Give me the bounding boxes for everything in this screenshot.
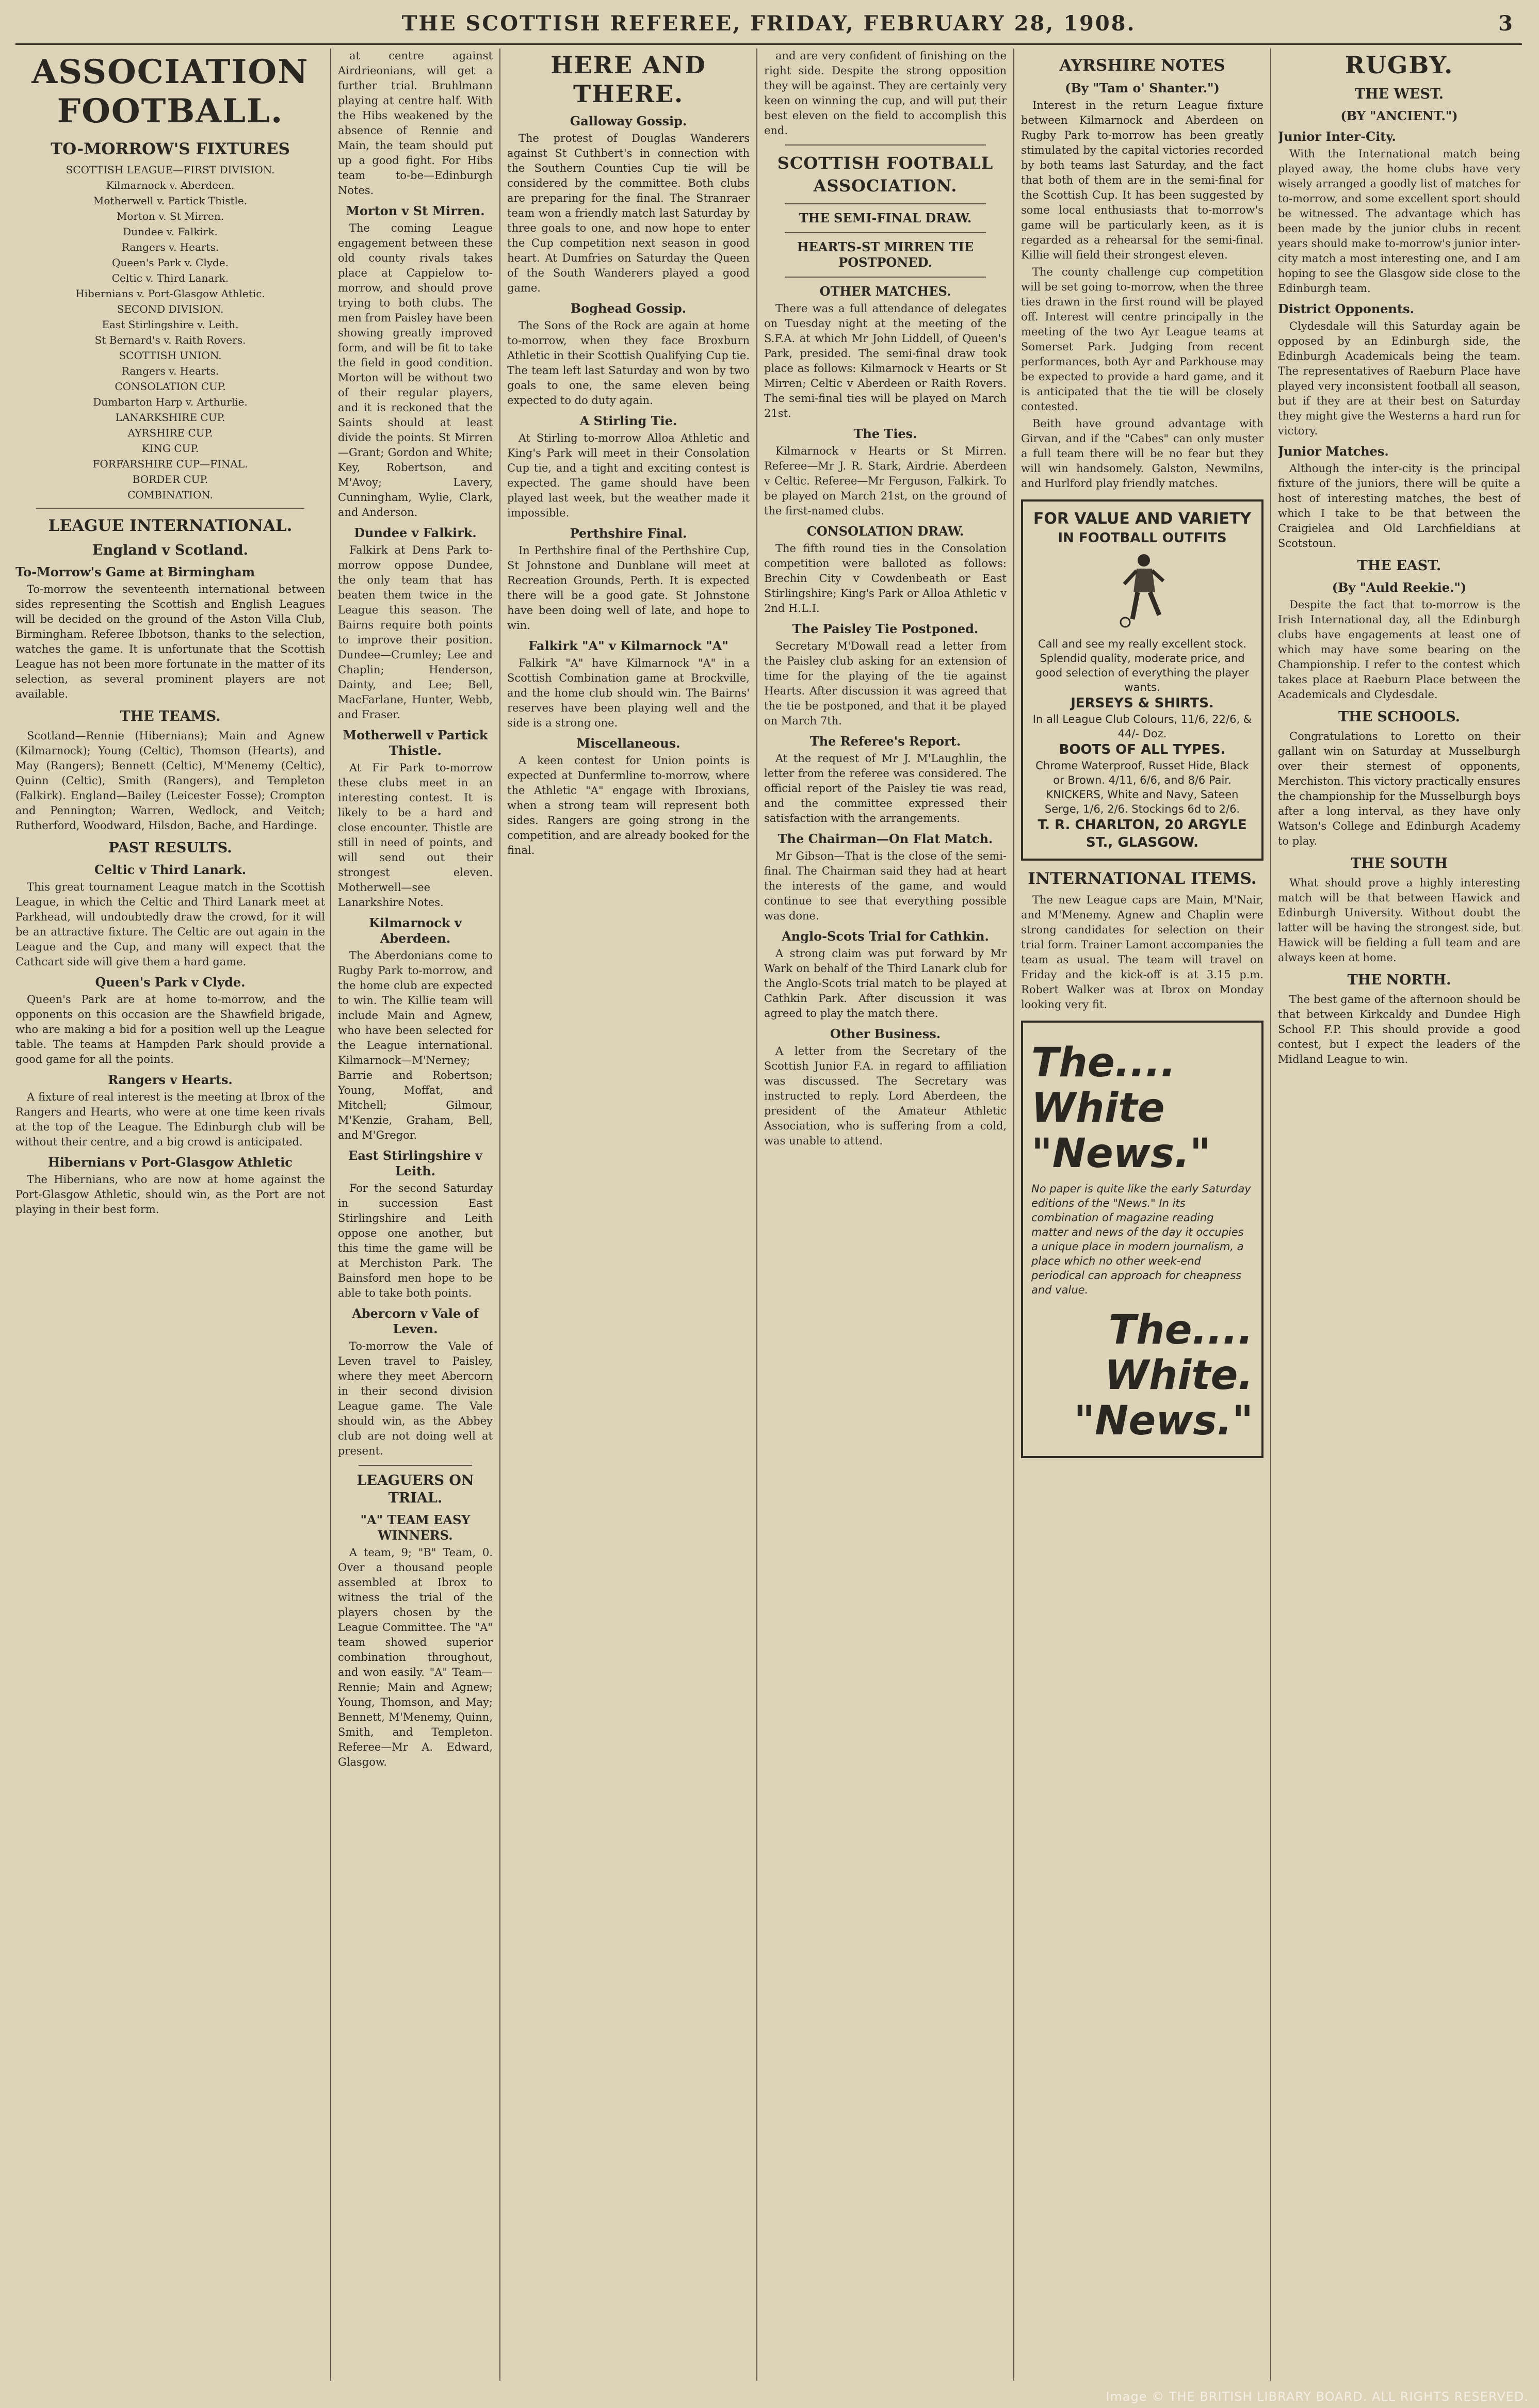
abercorn-heading: Abercorn v Vale of Leven. xyxy=(352,1306,479,1336)
postponed-heading: HEARTS-ST MIRREN TIE POSTPONED. xyxy=(797,239,974,270)
chairman-text: Mr Gibson—That is the close of the semi-final. The Chairman said they had at heart the interests of the game, and would continue to see that everything possible was done. xyxy=(764,850,1007,922)
south-heading: THE SOUTH xyxy=(1351,855,1448,871)
morton-heading: Morton v St Mirren. xyxy=(346,203,485,218)
kilmarnock-heading: Kilmarnock v Aberdeen. xyxy=(369,915,462,946)
column-rule xyxy=(1270,49,1271,2381)
here-and-there-heading: HERE AND THERE. xyxy=(550,51,706,108)
fixture-line: Hibernians v. Port-Glasgow Athletic. xyxy=(75,287,265,300)
motherwell-text: At Fir Park to-morrow these clubs meet in an interesting contest. It is likely to be a hard and close encounter. Thistle are still in need of points, and will send out their strongest eleven. Motherwell—see Lanarkshire Notes. xyxy=(338,762,493,909)
divider xyxy=(785,232,986,233)
schools-heading: THE SCHOOLS. xyxy=(1338,709,1461,725)
ayrshire-text: Interest in the return League fixture between Kilmarnock and Aberdeen on Rugby Park to-morrow has been greatly stimulated by the capital victories recorded by both teams last Saturday, and the fact that both of them are in the semi-final for the Scottish Cup. It has been suggested by some local enthusiasts that to-morrow's game will be particularly keen, as it is regarded as a rehearsal for the semi-final. Killie will field their strongest eleven. xyxy=(1021,99,1263,261)
east-stirlingshire-text: For the second Saturday in succession East Stirlingshire and Leith oppose one another, but this time the game will be at Merchiston Park. The Bainsford men hope to be able to take both points. xyxy=(338,1182,493,1299)
consolation-text: The fifth round ties in the Consolation competition were balloted as follows: Brechin City v Cowdenbeath or East Stirlingshire; King's Park or Alloa Athletic v 2nd H.L.I. xyxy=(764,542,1007,615)
column-rule xyxy=(1013,49,1014,2381)
north-text: The best game of the afternoon should be that between Kirkcaldy and Dundee High School F.P. This should provide a good contest, but I expect the leaders of the Midland League to win. xyxy=(1278,993,1520,1065)
fixture-line: Kilmarnock v. Aberdeen. xyxy=(106,179,235,191)
white-news-title-repeat: The.... White. "News." xyxy=(1074,1307,1253,1444)
referee-report-heading: The Referee's Report. xyxy=(809,734,961,749)
motherwell-heading: Motherwell v Partick Thistle. xyxy=(343,728,488,758)
fixture-line: Celtic v. Third Lanark. xyxy=(111,272,229,284)
east-text: Despite the fact that to-morrow is the Irish International day, all the Edinburgh clubs have engagements at least one of which may have some bearing on the Championship. I refer to the contest which takes place at Raeburn Place between the Academicals and Clydesdale. xyxy=(1278,599,1520,701)
other-business-heading: Other Business. xyxy=(830,1026,941,1041)
galloway-heading: Galloway Gossip. xyxy=(570,114,687,128)
fixture-line: CONSOLATION CUP. xyxy=(115,380,226,393)
ties-heading: The Ties. xyxy=(853,426,917,441)
referee-report-text: At the request of Mr J. M'Laughlin, the letter from the referee was considered. The official report of the Paisley tie was read, and the committee expressed their satisfaction with the arrangements. xyxy=(764,752,1007,825)
beith-text: Beith have ground advantage with Girvan, and if the "Cabes" can only muster a full team there will be no fear but they will win handsomely. Galston, Newmilns, and Hurlford play friendly matches. xyxy=(1021,417,1263,490)
perthshire-heading: Perthshire Final. xyxy=(570,526,687,541)
divider xyxy=(359,1465,472,1466)
column-here-and-there xyxy=(507,49,750,2386)
birmingham-heading: To-Morrow's Game at Birmingham xyxy=(15,564,255,579)
ad-text: KNICKERS, White and Navy, Sateen Serge, 1/6, 2/6. Stockings 6d to 2/6. xyxy=(1044,788,1240,815)
south-text: What should prove a highly interesting match will be that between Hawick and Edinburgh University. Without doubt the latter will be having the strongest side, but Hawick will be fielding a full team and are always keen at home. xyxy=(1278,877,1520,964)
other-business-text: A letter from the Secretary of the Scottish Junior F.A. in regard to affiliation was discussed. The Secretary was instructed to reply. Lord Aberdeen, the president of the Amateur Athletic Association, who is suffering from a cold, was unable to attend. xyxy=(764,1045,1007,1147)
divider xyxy=(36,508,304,509)
fixtures-heading: TO-MORROW'S FIXTURES xyxy=(51,140,290,158)
fixture-line: Rangers v. Hearts. xyxy=(121,365,219,377)
divider xyxy=(785,144,986,146)
east-heading: THE EAST. xyxy=(1357,558,1441,574)
dundee-text: Falkirk at Dens Park to-morrow oppose Dundee, the only team that has beaten them twice in the League this season. The Bairns require both points to improve their position. Dundee—Crumley; Lee and Chaplin; Henderson, Dainty, and Lee; Bell, MacFarlane, Hunter, Webb, and Fraser. xyxy=(338,544,493,721)
queens-park-heading: Queen's Park v Clyde. xyxy=(95,975,246,990)
schools-text: Congratulations to Loretto on their gallant win on Saturday at Musselburgh over their sternest of opponents, Merchiston. This victory practically ensures the championship for the Musselburgh boys after a long interval, as they have only Watson's College and Edinburgh Academy to play. xyxy=(1278,730,1520,847)
semi-final-draw-heading: THE SEMI-FINAL DRAW. xyxy=(799,211,972,225)
miscellaneous-text: A keen contest for Union points is expected at Dunfermline to-morrow, where the Athletic "A" engage with Ibroxians, when a strong team will represent both sides. Rangers are going strong in the competition, and are already booked for the final. xyxy=(507,754,750,856)
masthead-title: THE SCOTTISH REFEREE, FRIDAY, FEBRUARY 28, 1908. xyxy=(401,11,1136,36)
district-heading: District Opponents. xyxy=(1278,301,1414,316)
white-news-ad xyxy=(1021,1021,1263,1458)
dundee-heading: Dundee v Falkirk. xyxy=(354,525,477,540)
leaguers-subheading: "A" TEAM EASY WINNERS. xyxy=(360,1512,471,1543)
queens-park-text: Queen's Park are at home to-morrow, and the opponents on this occasion are the Shawfield brigade, who are making a bid for a position well up the League table. The teams at Hampden Park should provide a good game for all the points. xyxy=(15,993,325,1065)
ayrshire-byline: (By "Tam o' Shanter.") xyxy=(1065,80,1220,95)
celtic-text: This great tournament League match in the Scottish League, in which the Celtic and Third Lanark meet at Parkhead, will undoubtedly draw the crowd, for it will be an attractive fixture. The Celtic are out again in the League and the Cup, and many will expect that the Cathcart side will give them a hard game. xyxy=(15,881,325,968)
east-stirlingshire-heading: East Stirlingshire v Leith. xyxy=(348,1148,482,1178)
sfa-notice-heading: SCOTTISH FOOTBALL ASSOCIATION. xyxy=(777,153,994,196)
north-heading: THE NORTH. xyxy=(1347,972,1451,988)
column-sfa xyxy=(764,49,1007,2386)
fixture-line: KING CUP. xyxy=(141,442,199,455)
west-byline: (BY "ANCIENT.") xyxy=(1340,108,1458,123)
column-association-football xyxy=(15,49,325,2386)
chairman-heading: The Chairman—On Flat Match. xyxy=(777,831,993,846)
morton-text: The coming League engagement between these old county rivals takes place at Cappielow to-morrow, and should prove trying to both clubs. The men from Paisley have been showing greatly improved form, and will be fit to take the field in good condition. Morton will be without two of their regular players, and it is reckoned that the Saints should at least divide the points. St Mirren—Grant; Gordon and White; Key, Robertson, and M'Avoy; Lavery, Cunningham, Wylie, Clark, and Anderson. xyxy=(338,222,493,519)
falkirk-text: Falkirk "A" have Kilmarnock "A" in a Scottish Combination game at Brockville, and the home club should win. The Bairns' reserves have been playing well and the side is a strong one. xyxy=(507,657,750,729)
football-outfits-ad xyxy=(1021,499,1263,861)
white-news-note: No paper is quite like the early Saturday editions of the "News." In its combination of magazine reading matter and news of the day it occupies a unique place in modern journalism, a place which no other week-end periodical can approach for cheapness and value. xyxy=(1031,1183,1251,1296)
fixtures-list xyxy=(15,163,325,502)
fixture-line: AYRSHIRE CUP. xyxy=(127,427,213,439)
fixture-line: SCOTTISH UNION. xyxy=(119,349,222,362)
kilmarnock-text: The Aberdonians come to Rugby Park to-morrow, and the home club are expected to win. The Killie team will include Main and Agnew, who have been selected for the League international. Kilmarnock—M'Nerney; Barrie and Robertson; Young, Moffat, and Mitchell; Gilmour, M'Kenzie, Graham, Bell, and M'Gregor. xyxy=(338,949,493,1141)
paisley-tie-text: Secretary M'Dowall read a letter from the Paisley club asking for an extension of time for the playing of the tie against Hearts. After discussion it was agreed that the tie be postponed, and that it be played on March 7th. xyxy=(764,640,1007,727)
ad-heading: FOR VALUE AND VARIETY xyxy=(1033,510,1252,528)
boghead-text: The Sons of the Rock are again at home to-morrow, when they face Broxburn Athletic in their Scottish Qualifying Cup tie. The team left last Saturday and won by two goals to one, the same eleven being expected to do duty again. xyxy=(507,319,750,407)
international-items-text: The new League caps are Main, M'Nair, and M'Menemy. Agnew and Chaplin were strong candidates for selection on their trial form. Trainer Lamont accompanies the team as usual. The team will travel on Friday and the kick-off is at 3.15 p.m. Robert Walker was at Ibrox on Monday looking very fit. xyxy=(1021,894,1263,1011)
east-byline: (By "Auld Reekie.") xyxy=(1332,580,1467,595)
page-number: 3 xyxy=(1498,11,1513,36)
masthead xyxy=(15,7,1522,45)
junior-inter-city-heading: Junior Inter-City. xyxy=(1278,129,1396,144)
fixture-line: East Stirlingshire v. Leith. xyxy=(102,318,239,331)
ad-address: T. R. CHARLTON, 20 ARGYLE ST., GLASGOW. xyxy=(1038,817,1247,850)
fixture-line: Motherwell v. Partick Thistle. xyxy=(93,195,248,207)
falkirk-heading: Falkirk "A" v Kilmarnock "A" xyxy=(528,638,728,653)
fixture-line: Queen's Park v. Clyde. xyxy=(111,256,229,269)
cathkin-heading: Anglo-Scots Trial for Cathkin. xyxy=(782,929,989,944)
league-international-heading: LEAGUE INTERNATIONAL. xyxy=(48,516,293,535)
rangers-heading: Rangers v Hearts. xyxy=(108,1072,233,1087)
teams-heading: THE TEAMS. xyxy=(120,708,221,724)
league-international-subheading: England v Scotland. xyxy=(92,542,248,558)
perthshire-text: In Perthshire final of the Perthshire Cup, St Johnstone and Dunblane will meet at Recreation Grounds, Perth. It is expected there will be a good gate. St Johnstone have been doing well of late, and hope to win. xyxy=(507,544,750,632)
cathkin-text: A strong claim was put forward by Mr Wark on behalf of the Third Lanark club for the Anglo-Scots trial match to be played at Cathkin Park. After discussion it was agreed to play the match there. xyxy=(764,947,1007,1020)
column-ayrshire xyxy=(1021,49,1263,2386)
ties-text: Kilmarnock v Hearts or St Mirren. Referee—Mr J. R. Stark, Airdrie. Aberdeen v Celtic. Referee—Mr Ferguson, Falkirk. To be played on March 21st, on the ground of the first-named clubs. xyxy=(764,445,1007,517)
divider xyxy=(785,277,986,278)
hibernians-heading: Hibernians v Port-Glasgow Athletic xyxy=(48,1155,293,1170)
teams-text: Scotland—Rennie (Hibernians); Main and Agnew (Kilmarnock); Young (Celtic), Thomson (Hearts), and May (Rangers); Bennett (Celtic), M'Menemy (Celtic), Quinn (Celtic), Smith (Rangers), and Templeton (Falkirk). England—Bailey (Leicester Fosse); Crompton and Pennington; Warren, Wedlock, and Veitch; Rutherford, Woodward, Hilsdon, Bache, and Hardinge. xyxy=(15,730,325,832)
column-football-continued xyxy=(338,49,493,2386)
galloway-text: The protest of Douglas Wanderers against St Cuthbert's in connection with the Southern Counties Cup tie will be considered by the committee. Both clubs are preparing for the final. The Stranraer team won a friendly match last Saturday by three goals to one, and now hope to enter the Cup competition next season in good heart. At Dumfries on Saturday the Queen of the South Wanderers played a good game. xyxy=(507,132,750,294)
district-text: Clydesdale will this Saturday again be opposed by an Edinburgh side, the Edinburgh Academicals being the team. The representatives of Raeburn Place have played very inconsistent football all season, but if they are at their best on Saturday they might give the Westerns a hard run for victory. xyxy=(1278,320,1520,437)
fixture-line: BORDER CUP. xyxy=(132,473,208,486)
leaguers-text: A team, 9; "B" Team, 0. Over a thousand people assembled at Ibrox to witness the trial of the players chosen by the League Committee. The "A" team showed superior combination throughout, and won easily. "A" Team—Rennie; Main and Agnew; Young, Thomson, and May; Bennett, M'Menemy, Quinn, Smith, and Templeton. Referee—Mr A. Edward, Glasgow. xyxy=(338,1546,493,1768)
footballer-illustration-icon xyxy=(1114,551,1171,628)
paisley-tie-heading: The Paisley Tie Postponed. xyxy=(792,621,979,636)
past-results-heading: PAST RESULTS. xyxy=(108,840,232,856)
column-intro-text: and are very confident of finishing on the right side. Despite the strong opposition they will be against. They are certainly very keen on winning the cup, and will put their best eleven on the field to accomplish this end. xyxy=(764,50,1007,137)
west-heading: THE WEST. xyxy=(1355,86,1444,102)
celtic-heading: Celtic v Third Lanark. xyxy=(94,862,247,877)
miscellaneous-heading: Miscellaneous. xyxy=(576,736,681,751)
boghead-heading: Boghead Gossip. xyxy=(570,301,687,316)
divider xyxy=(785,203,986,204)
stirling-text: At Stirling to-morrow Alloa Athletic and King's Park will meet in their Consolation Cup tie, and a tight and exciting contest is expected. The game should have been played last week, but the weather made it impossible. xyxy=(507,432,750,519)
rugby-heading: RUGBY. xyxy=(1344,51,1454,79)
junior-matches-text: Although the inter-city is the principal fixture of the juniors, there will be quite a host of interesting matches, the best of which I take to be that between the Craigielea and Old Larchfieldians at Scotstoun. xyxy=(1278,462,1520,550)
county-cup-text: The county challenge cup competition will be set going to-morrow, when the three ties drawn in the first round will be played off. Interest will centre principally in the meeting of the two Ayr League teams at Somerset Park. Judging from recent performances, both Ayr and Parkhouse may be expected to provide a hard game, and it is anticipated that the tie will be closely contested. xyxy=(1021,266,1263,413)
ad-subheading: IN FOOTBALL OUTFITS xyxy=(1058,530,1227,546)
ad-jerseys: JERSEYS & SHIRTS. xyxy=(1071,696,1214,711)
hibernians-text: The Hibernians, who are now at home against the Port-Glasgow Athletic, should win, as the Port are not playing in their best form. xyxy=(15,1173,325,1216)
fixture-line: SCOTTISH LEAGUE—FIRST DIVISION. xyxy=(66,164,275,176)
white-news-title: The.... White "News." xyxy=(1031,1040,1211,1177)
fixture-line: FORFARSHIRE CUP—FINAL. xyxy=(92,458,248,470)
birmingham-text: To-morrow the seventeenth international between sides representing the Scottish and English Leagues will be decided on the ground of the Aston Villa Club, Birmingham. Referee Ibbotson, thanks to the selection, watches the game. It is unfortunate that the Scottish League has not been more fortunate in the matter of its selection, as several prominent players are not available. xyxy=(15,583,325,700)
consolation-heading: CONSOLATION DRAW. xyxy=(806,524,964,539)
image-credit: Image © THE BRITISH LIBRARY BOARD. ALL RIGHTS RESERVED. xyxy=(1106,2389,1529,2404)
junior-matches-heading: Junior Matches. xyxy=(1278,444,1389,459)
column-rule xyxy=(330,49,331,2381)
fixture-line: Rangers v. Hearts. xyxy=(121,241,219,253)
leaguers-heading: LEAGUERS ON TRIAL. xyxy=(357,1473,474,1506)
fixture-line: Dumbarton Harp v. Arthurlie. xyxy=(93,396,248,408)
ayrshire-heading: AYRSHIRE NOTES xyxy=(1059,56,1225,75)
column-rugby xyxy=(1278,49,1520,2386)
ad-boots: BOOTS OF ALL TYPES. xyxy=(1059,742,1226,757)
ad-text: Call and see my really excellent stock. Splendid quality, moderate price, and good selection of everything the player wants. xyxy=(1035,638,1250,693)
ad-text: In all League Club Colours, 11/6, 22/6, & 44/- Doz. xyxy=(1032,713,1252,740)
fixture-line: SECOND DIVISION. xyxy=(117,303,224,315)
draw-text: There was a full attendance of delegates on Tuesday night at the meeting of the S.F.A. at which Mr John Liddell, of Queen's Park, presided. The semi-final draw took place as follows: Kilmarnock v Hearts or St Mirren; Celtic v Aberdeen or Raith Rovers. The semi-final ties will be played on March 21st. xyxy=(764,302,1007,419)
other-matches-heading: OTHER MATCHES. xyxy=(819,284,951,299)
international-items-heading: INTERNATIONAL ITEMS. xyxy=(1028,869,1257,888)
junior-inter-city-text: With the International match being played away, the home clubs have very wisely arranged a goodly list of matches for to-morrow, and some excellent sport should be witnessed. The advantage which has been made by the junior clubs in recent years should make to-morrow's junior inter-city match a most interesting one, and I am hoping to see the Glasgow side close to the Edinburgh team. xyxy=(1278,148,1520,295)
ad-text: Chrome Waterproof, Russet Hide, Black or Brown. 4/11, 6/6, and 8/6 Pair. xyxy=(1035,759,1249,786)
stirling-heading: A Stirling Tie. xyxy=(579,413,677,428)
fixture-line: LANARKSHIRE CUP. xyxy=(115,411,225,424)
fixture-line: Dundee v. Falkirk. xyxy=(123,225,218,238)
column-rule xyxy=(756,49,757,2381)
abercorn-text: To-morrow the Vale of Leven travel to Paisley, where they meet Abercorn in their second division League game. The Vale should win, as the Abbey club are not doing well at present. xyxy=(338,1340,493,1457)
rangers-text: A fixture of real interest is the meeting at Ibrox of the Rangers and Hearts, who were at one time keen rivals at the top of the League. The Edinburgh club will be without their centre, and a big crowd is anticipated. xyxy=(15,1091,325,1148)
banner-association-football: ASSOCIATION FOOTBALL. xyxy=(31,53,309,131)
fixture-line: St Bernard's v. Raith Rovers. xyxy=(94,334,246,346)
column-rule xyxy=(499,49,500,2381)
fixture-line: Morton v. St Mirren. xyxy=(116,210,224,222)
fixture-line: COMBINATION. xyxy=(127,489,213,501)
column-intro-text: at centre against Airdrieonians, will get a further trial. Bruhlmann playing at centre half. With the Hibs weakened by the absence of Rennie and Main, the team should put up a good fight. For Hibs team to-be—Edinburgh Notes. xyxy=(338,50,493,197)
